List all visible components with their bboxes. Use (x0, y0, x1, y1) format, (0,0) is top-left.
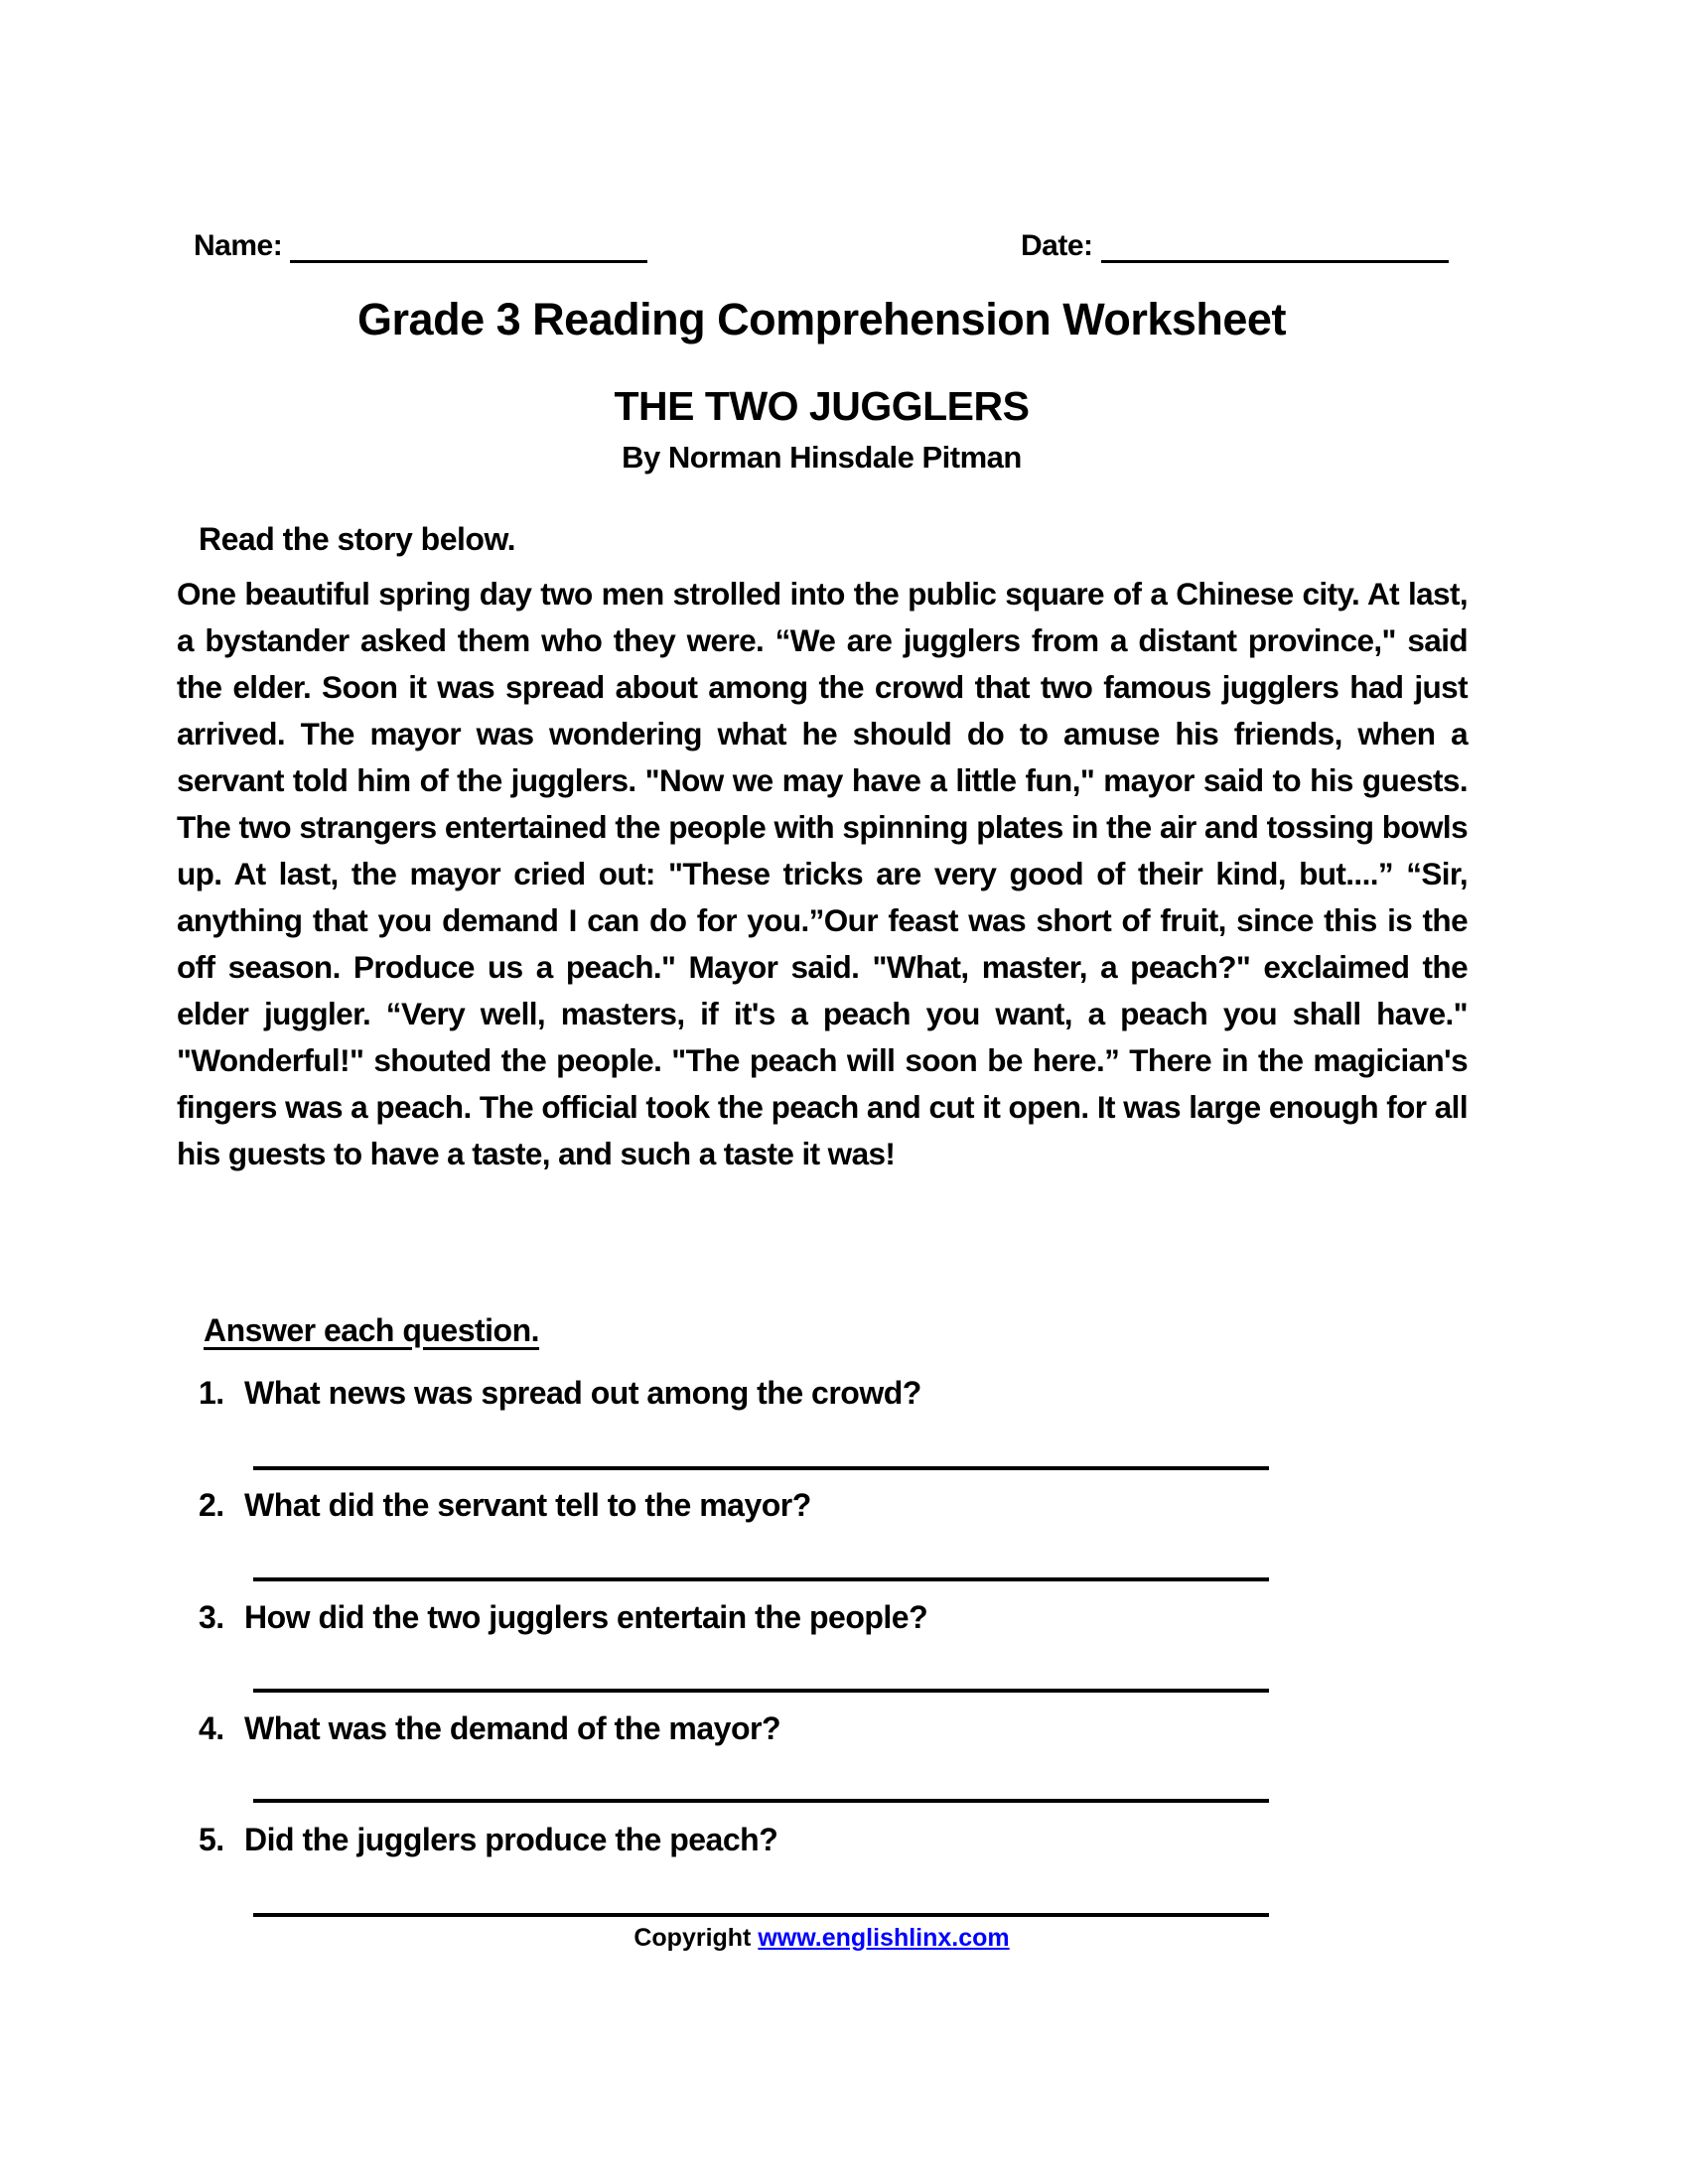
answer-line[interactable] (253, 1799, 1269, 1803)
footer (174, 1924, 1470, 1953)
question-number: 3. (199, 1599, 224, 1635)
answer-line[interactable] (253, 1689, 1269, 1693)
copyright-label: Copyright (633, 1924, 752, 1952)
answer-line[interactable] (253, 1466, 1269, 1470)
copyright-link[interactable]: www.englishlinx.com (758, 1924, 1010, 1952)
answer-line[interactable] (253, 1577, 1269, 1581)
question-item (199, 1487, 1470, 1524)
question-text: What news was spread out among the crowd? (244, 1375, 921, 1411)
question-item (199, 1822, 1470, 1858)
question-number: 5. (199, 1822, 224, 1857)
question-number: 1. (199, 1375, 224, 1411)
worksheet-title: Grade 3 Reading Comprehension Worksheet (357, 294, 1286, 344)
name-field (194, 228, 647, 263)
question-item (199, 1599, 1470, 1636)
question-item (199, 1375, 1470, 1412)
question-number: 4. (199, 1710, 224, 1746)
answer-instruction: Answer each question. (204, 1312, 540, 1348)
question-text: Did the jugglers produce the peach? (244, 1822, 778, 1857)
answer-line[interactable] (253, 1913, 1269, 1917)
date-input-line[interactable] (1101, 228, 1449, 263)
question-text: What did the servant tell to the mayor? (244, 1487, 811, 1523)
date-label: Date: (1021, 229, 1093, 262)
name-label: Name: (194, 229, 283, 262)
question-text: How did the two jugglers entertain the people? (244, 1599, 928, 1635)
question-text: What was the demand of the mayor? (244, 1710, 781, 1746)
story-title: THE TWO JUGGLERS (614, 383, 1030, 429)
byline: By Norman Hinsdale Pitman (622, 440, 1022, 475)
name-input-line[interactable] (290, 228, 647, 263)
read-instruction: Read the story below. (199, 521, 516, 557)
date-field (1021, 228, 1449, 263)
question-item (199, 1710, 1470, 1747)
story-text: One beautiful spring day two men strolled into the public square of a Chinese city. At last, a bystander asked them who they were. “We are jugglers from a distant province," said the elder. Soon it was spread about among the crowd that two famous jugglers had just arrived. The mayor was wondering what he should do to amuse his friends, when a servant told him of the jugglers. "Now we may have a little fun," mayor said to his guests. The two strangers entertained the people with spinning plates in the air and tossing bowls up. At last, the mayor cried out: "These tricks are very good of their kind, but....” “Sir, anything that you demand I can do for you.”Our feast was short of fruit, since this is the off season. Produce us a peach." Mayor said. "What, master, a peach?" exclaimed the elder juggler. “Very well, masters, if it's a peach you want, a peach you shall have." "Wonderful!" shouted the people. "The peach will soon be here.” There in the magician's fingers was a peach. The official took the peach and cut it open. It was large enough for all his guests to have a taste, and such a taste it was! (177, 576, 1468, 1171)
question-number: 2. (199, 1487, 224, 1523)
